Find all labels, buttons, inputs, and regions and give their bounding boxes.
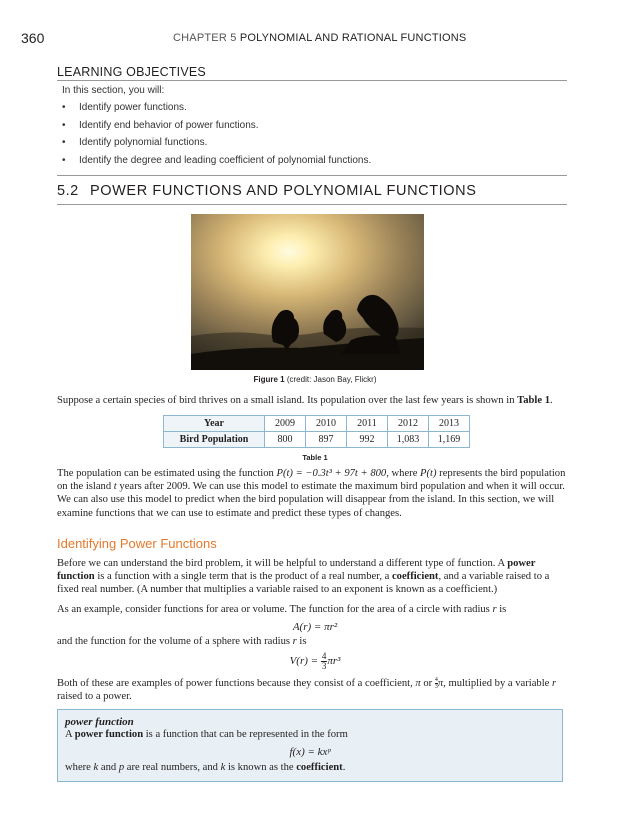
text: is a function with a single term that is the product of a real number, a bbox=[94, 571, 392, 583]
population-cell: 897 bbox=[306, 432, 347, 448]
definition-line bbox=[65, 729, 348, 740]
table-reference-link[interactable]: Table 1 bbox=[517, 395, 551, 406]
math: p bbox=[118, 762, 125, 773]
divider bbox=[57, 175, 567, 176]
math: r bbox=[492, 604, 497, 615]
learning-objectives-title: LEARNING OBJECTIVES bbox=[57, 65, 206, 79]
math: r bbox=[552, 678, 557, 689]
volume-equation bbox=[0, 652, 630, 671]
text: As an example, consider functions for area or volume. The function for the area of a circle with radius bbox=[57, 604, 493, 615]
row-header-year: Year bbox=[164, 416, 265, 432]
definition-term: power function bbox=[65, 716, 134, 728]
year-cell: 2010 bbox=[306, 416, 347, 432]
figure-caption bbox=[0, 375, 630, 384]
text: is bbox=[496, 604, 507, 615]
chapter-label: CHAPTER 5 bbox=[173, 32, 237, 44]
figure-credit: (credit: Jason Bay, Flickr) bbox=[286, 375, 377, 384]
text: years after 2009. We can use this model to estimate the maximum bird population and when it will occur. We can also use this model to predict when the bird population will disappear from the island. In this section, we will examine functions that we can use to estimate and predict these types of changes. bbox=[57, 481, 565, 519]
text: or bbox=[420, 678, 435, 689]
learning-objectives-list bbox=[62, 102, 371, 172]
text: , where bbox=[386, 468, 421, 479]
row-header-population: Bird Population bbox=[164, 432, 265, 448]
population-cell: 1,169 bbox=[429, 432, 470, 448]
population-function: P(t) = −0.3t³ + 97t + 800 bbox=[276, 468, 387, 479]
power-function-paragraph bbox=[57, 557, 569, 597]
power-function-equation: f(x) = kxᵖ bbox=[289, 746, 331, 758]
numerator: 4 bbox=[434, 677, 438, 684]
model-paragraph bbox=[57, 467, 569, 520]
denominator: 3 bbox=[434, 684, 438, 691]
math: π bbox=[437, 678, 444, 689]
text: and bbox=[98, 762, 119, 773]
glossary-term: power function bbox=[74, 729, 144, 740]
math: k bbox=[93, 762, 99, 773]
bird-silhouette-photo bbox=[191, 214, 424, 370]
year-cell: 2009 bbox=[265, 416, 306, 432]
text: , multiplied by a variable bbox=[443, 678, 553, 689]
text: represents the bird population on the island bbox=[57, 468, 566, 493]
population-cell: 1,083 bbox=[388, 432, 429, 448]
text: where bbox=[65, 762, 94, 773]
definition-where bbox=[65, 762, 345, 773]
learning-objectives-intro: In this section, you will: bbox=[62, 85, 165, 96]
page-number: 360 bbox=[21, 30, 45, 46]
math: t bbox=[113, 481, 117, 493]
text: are real numbers, and bbox=[124, 762, 221, 773]
section-number: 5.2 bbox=[57, 183, 79, 199]
divider bbox=[57, 80, 567, 81]
list-item bbox=[62, 155, 371, 173]
table-row bbox=[164, 432, 470, 448]
population-cell: 992 bbox=[347, 432, 388, 448]
math: V(r) = bbox=[289, 655, 321, 668]
glossary-term: power function bbox=[57, 558, 536, 583]
math: k bbox=[220, 762, 226, 773]
example-paragraph bbox=[57, 603, 569, 616]
list-item bbox=[62, 102, 371, 120]
both-paragraph bbox=[57, 677, 569, 703]
text: is bbox=[296, 636, 307, 647]
objective-text: Identify polynomial functions. bbox=[79, 137, 208, 148]
intro-end: . bbox=[550, 395, 553, 406]
math: r bbox=[292, 636, 297, 647]
intro-text: Suppose a certain species of bird thrives on a small island. Its population over the last few years is shown in bbox=[57, 395, 518, 406]
text: raised to a power. bbox=[57, 691, 132, 703]
section-title: POWER FUNCTIONS AND POLYNOMIAL FUNCTIONS bbox=[90, 183, 477, 199]
chapter-header bbox=[173, 32, 466, 44]
text: The population can be estimated using the function bbox=[57, 468, 277, 479]
text: is known as the bbox=[225, 762, 297, 773]
list-item bbox=[62, 120, 371, 138]
figure-label: Figure 1 bbox=[253, 375, 285, 384]
intro-paragraph bbox=[57, 394, 569, 407]
bullet-icon: • bbox=[62, 137, 66, 148]
table-caption: Table 1 bbox=[302, 453, 328, 462]
text: Both of these are examples of power functions because they consist of a coefficient, bbox=[57, 678, 416, 689]
bird-population-table bbox=[163, 415, 470, 448]
year-cell: 2011 bbox=[347, 416, 388, 432]
text: and the function for the volume of a sphere with radius bbox=[57, 636, 293, 647]
objective-text: Identify end behavior of power functions. bbox=[79, 119, 259, 131]
bullet-icon: • bbox=[62, 102, 66, 113]
objective-text: Identify the degree and leading coefficient of polynomial functions. bbox=[79, 154, 372, 166]
chapter-title: POLYNOMIAL AND RATIONAL FUNCTIONS bbox=[239, 32, 467, 44]
year-cell: 2013 bbox=[429, 416, 470, 432]
math: πr³ bbox=[327, 655, 341, 668]
denominator: 3 bbox=[321, 661, 327, 671]
area-equation: A(r) = πr² bbox=[292, 621, 338, 633]
text: , and a variable raised to a fixed real number. (A number that multiplies a variable raised to an exponent is known as a coefficient.) bbox=[57, 571, 550, 596]
divider bbox=[57, 204, 567, 205]
objective-text: Identify power functions. bbox=[79, 102, 187, 113]
numerator: 4 bbox=[321, 651, 327, 661]
sphere-paragraph bbox=[57, 635, 569, 648]
text: Before we can understand the bird problem, it will be helpful to understand a different type of function. A bbox=[57, 558, 508, 569]
definition-box bbox=[57, 709, 563, 782]
subsection-title: Identifying Power Functions bbox=[57, 536, 217, 551]
math: π bbox=[415, 678, 421, 689]
text: A bbox=[65, 729, 75, 740]
text: is a function that can be represented in the form bbox=[143, 729, 348, 740]
text: . bbox=[342, 762, 346, 773]
bullet-icon: • bbox=[62, 154, 66, 166]
table-row bbox=[164, 416, 470, 432]
year-cell: 2012 bbox=[388, 416, 429, 432]
glossary-term: coefficient bbox=[391, 571, 439, 583]
math: P(t) bbox=[420, 468, 437, 479]
list-item bbox=[62, 137, 371, 155]
population-cell: 800 bbox=[265, 432, 306, 448]
glossary-term: coefficient bbox=[296, 762, 343, 773]
bullet-icon: • bbox=[62, 119, 66, 131]
